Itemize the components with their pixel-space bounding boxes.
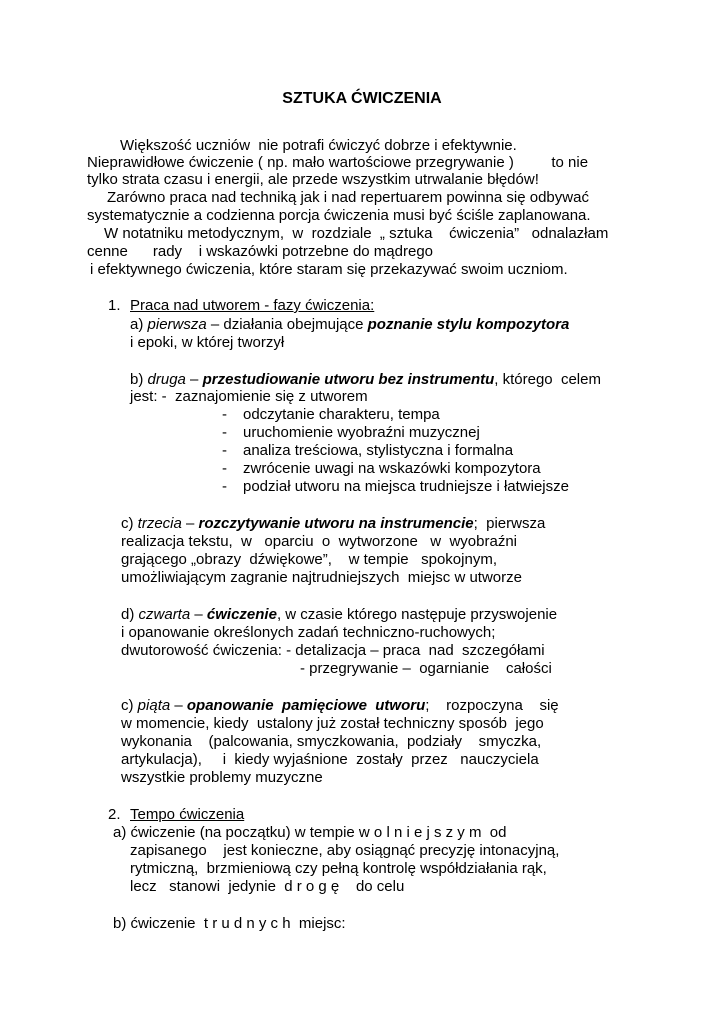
list-item: analiza treściowa, stylistyczna i formalna	[243, 442, 514, 459]
section1-heading: Praca nad utworem - fazy ćwiczenia:	[130, 297, 375, 314]
phase-b-prefix: b)	[130, 371, 148, 388]
phase-e-text: wykonania (palcowania, smyczkowania, podziały smyczka,	[121, 733, 542, 750]
list-dash: -	[222, 406, 227, 423]
phase-c-bold: rozczytywanie utworu na instrumencie	[198, 515, 474, 532]
list-dash: -	[222, 460, 227, 477]
phase-e-line	[121, 697, 559, 715]
phase-c-mid: –	[181, 515, 199, 532]
phase-e-bold: opanowanie pamięciowe utworu	[186, 697, 426, 714]
list-item: uruchomienie wyobraźni muzycznej	[243, 424, 480, 441]
list-item: podział utworu na miejsca trudniejsze i łatwiejsze	[243, 478, 569, 495]
phase-a-mid: – działania obejmujące	[206, 316, 368, 333]
intro-line-4: Zarówno praca nad techniką jak i nad repertuarem powinna się odbywać	[107, 189, 589, 206]
list-dash: -	[222, 424, 227, 441]
phase-a-cont: i epoki, w której tworzył	[130, 334, 285, 351]
phase-d-rest: , w czasie którego następuje przyswojenie	[276, 606, 558, 623]
phase-c-text: grającego „obrazy dźwiękowe”, w tempie spokojnym,	[121, 551, 497, 568]
phase-a-bold: poznanie stylu kompozytora	[367, 316, 570, 333]
phase-b-line	[130, 371, 601, 389]
intro-line-6: W notatniku metodycznym, w rozdziale „ sztuka ćwiczenia” odnalazłam	[104, 225, 609, 242]
phase-b-name: druga	[147, 371, 186, 388]
section2-heading: Tempo ćwiczenia	[130, 806, 245, 823]
phase-c-name: trzecia	[137, 515, 182, 532]
phase-e-prefix: c)	[121, 697, 138, 714]
section2-number: 2.	[108, 806, 121, 823]
intro-line-2: Nieprawidłowe ćwiczenie ( np. mało wartościowe przegrywanie ) to nie	[87, 154, 589, 171]
phase-d-line	[121, 606, 557, 624]
phase-d-text: dwutorowość ćwiczenia: - detalizacja – praca nad szczegółami	[121, 642, 545, 659]
tempo-a-line: lecz stanowi jedynie d r o g ę do celu	[130, 878, 405, 895]
page-title: SZTUKA ĆWICZENIA	[282, 90, 442, 107]
phase-d-mid: –	[190, 606, 207, 623]
phase-a-prefix: a)	[130, 316, 148, 333]
list-item: zwrócenie uwagi na wskazówki kompozytora	[243, 460, 541, 477]
intro-line-5: systematycznie a codzienna porcja ćwiczenia musi być ściśle zaplanowana.	[87, 207, 591, 224]
intro-line-3: tylko strata czasu i energii, ale przede wszystkim utrwalanie błędów!	[87, 171, 539, 188]
phase-b-cont: jest: - zaznajomienie się z utworem	[130, 388, 368, 405]
phase-a-line	[130, 316, 569, 334]
phase-e-text: wszystkie problemy muzyczne	[121, 769, 323, 786]
intro-line-7: cenne rady i wskazówki potrzebne do mądrego	[87, 243, 434, 260]
phase-d-text: - przegrywanie – ogarnianie całości	[300, 660, 552, 677]
tempo-b-line: b) ćwiczenie t r u d n y c h miejsc:	[113, 915, 346, 932]
phase-e-mid: –	[170, 697, 187, 714]
section1-number: 1.	[108, 297, 121, 314]
phase-c-line	[121, 515, 545, 533]
tempo-a-line: a) ćwiczenie (na początku) w tempie w o l n i e j s z y m od	[113, 824, 507, 841]
phase-a-name: pierwsza	[147, 316, 207, 333]
phase-c-prefix: c)	[121, 515, 138, 532]
phase-d-bold: ćwiczenie	[206, 606, 277, 623]
phase-d-name: czwarta	[138, 606, 191, 623]
phase-e-text: w momencie, kiedy ustalony już został techniczny sposób jego	[121, 715, 544, 732]
phase-b-bold: przestudiowanie utworu bez instrumentu	[202, 371, 495, 388]
phase-d-text: i opanowanie określonych zadań techniczno-ruchowych;	[121, 624, 496, 641]
list-item: odczytanie charakteru, tempa	[243, 406, 440, 423]
phase-c-text: umożliwiającym zagranie najtrudniejszych miejsc w utworze	[121, 569, 522, 586]
list-dash: -	[222, 442, 227, 459]
phase-e-text: artykulacja), i kiedy wyjaśnione zostały przez nauczyciela	[121, 751, 539, 768]
phase-b-mid: –	[185, 371, 203, 388]
phase-b-rest: , którego celem	[494, 371, 601, 388]
phase-d-prefix: d)	[121, 606, 139, 623]
list-dash: -	[222, 478, 227, 495]
phase-e-rest: ; rozpoczyna się	[425, 697, 559, 714]
intro-line-1: Większość uczniów nie potrafi ćwiczyć dobrze i efektywnie.	[120, 137, 517, 154]
intro-line-8: i efektywnego ćwiczenia, które staram się przekazywać swoim uczniom.	[90, 261, 568, 278]
phase-c-text: realizacja tekstu, w oparciu o wytworzone w wyobraźni	[121, 533, 517, 550]
tempo-a-line: rytmiczną, brzmieniową czy pełną kontrolę współdziałania rąk,	[130, 860, 547, 877]
tempo-a-line: zapisanego jest konieczne, aby osiągnąć precyzję intonacyjną,	[130, 842, 560, 859]
phase-c-rest: ; pierwsza	[473, 515, 546, 532]
phase-e-name: piąta	[137, 697, 171, 714]
